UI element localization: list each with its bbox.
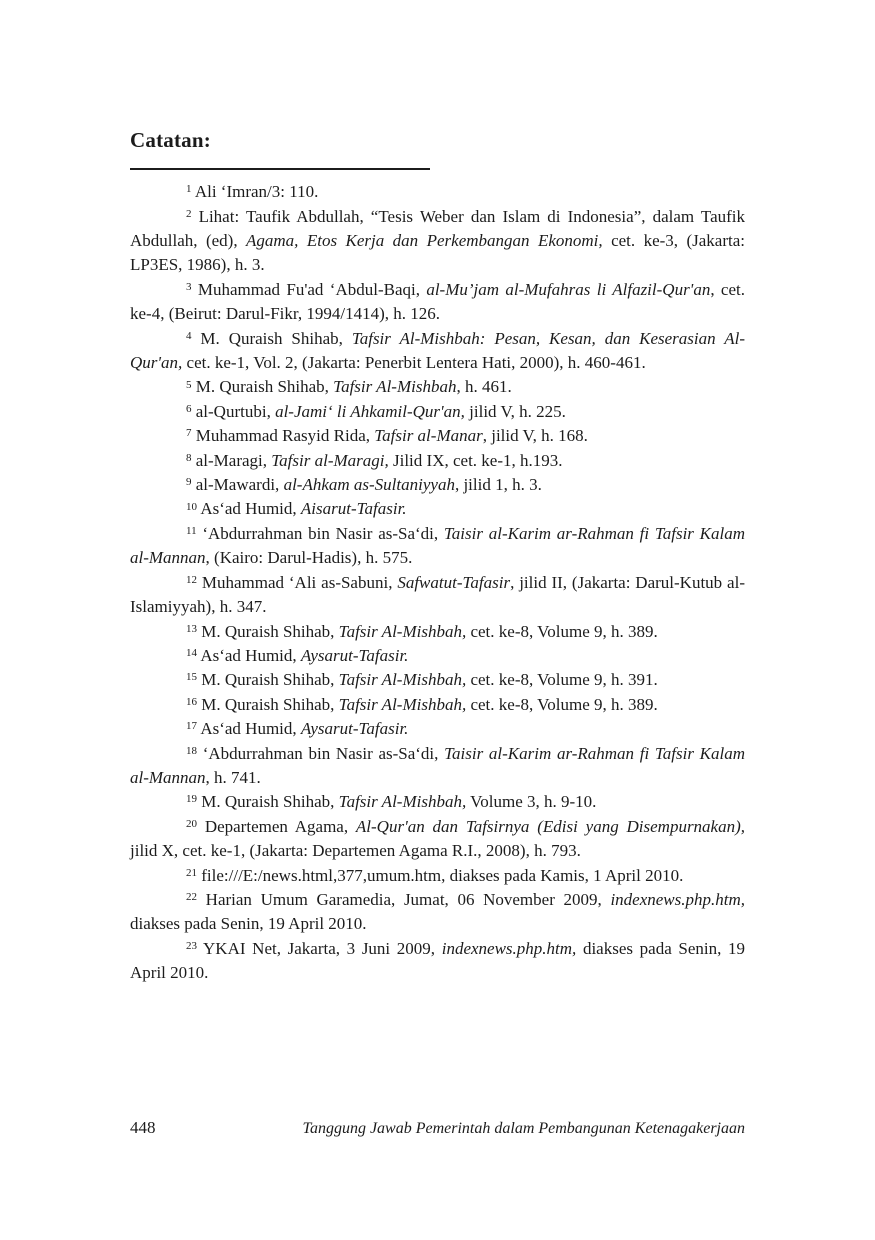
page-number: 448 — [130, 1118, 156, 1137]
footnote-text: As‘ad Humid, — [200, 499, 301, 519]
footnote-text: M. Quraish Shihab, — [201, 792, 339, 812]
footnote-text: Muhammad Rasyid Rida, — [195, 426, 375, 446]
footnote-3 — [130, 278, 745, 327]
footnote-number: 17 — [186, 720, 197, 733]
footnote-text: , cet. ke-4, (Beirut: Darul-Fikr, 1994/1414), h. 126. — [130, 279, 745, 324]
footnote-text-italic: Safwatut-Tafasir — [397, 572, 511, 592]
footnote-number: 23 — [186, 939, 197, 952]
footnote-text: ‘Abdurrahman bin Nasir as-Sa‘di, — [202, 523, 444, 543]
footnote-text-italic: al-Ahkam as-Sultaniyyah — [283, 475, 455, 495]
footnote-number: 9 — [186, 476, 192, 489]
footnote-number: 5 — [186, 378, 192, 391]
footnote-number: 19 — [186, 793, 197, 806]
footnote-9 — [130, 473, 745, 497]
footnote-number: 10 — [186, 500, 197, 513]
footnote-text: cet. ke-3, (Jakarta: LP3ES, 1986), h. 3. — [130, 231, 746, 275]
footnote-number: 11 — [186, 524, 197, 537]
footnote-19 — [130, 790, 745, 814]
footnote-21 — [130, 864, 745, 888]
footnote-text: jilid V, h. 225. — [464, 401, 566, 421]
page-title: Catatan: — [130, 128, 211, 152]
footnote-number: 4 — [186, 329, 192, 342]
footnote-7 — [130, 424, 745, 448]
footnote-text: , jilid 1, h. 3. — [454, 475, 542, 495]
footnote-18 — [130, 742, 745, 791]
footnote-text: Volume 3, h. 9-10. — [466, 792, 597, 812]
footnote-12 — [130, 571, 745, 620]
footnote-4 — [130, 327, 745, 376]
footnote-text: Lihat: Taufik Abdullah, “Tesis Weber dan Islam di Indonesia”, dalam Taufik Abdullah, (ed), — [130, 206, 745, 250]
footnote-number: 18 — [186, 744, 197, 757]
footnote-number: 16 — [186, 695, 197, 708]
footnote-number: 1 — [186, 183, 192, 196]
footnote-text: M. Quraish Shihab, — [201, 621, 339, 641]
footnote-11 — [130, 522, 745, 571]
footnote-text-italic: Taisir al-Karim ar-Rahman fi Tafsir Kalam al-Mannan — [130, 743, 746, 787]
footnote-text: YKAI Net, Jakarta, 3 Juni 2009, — [203, 938, 442, 958]
footnote-text: file:///E:/news.html,377,umum.htm, diakses pada Kamis, 1 April 2010. — [201, 865, 684, 885]
footnote-number: 14 — [186, 646, 197, 659]
footnote-16 — [130, 693, 745, 717]
footnote-text: Muhammad ‘Ali as-Sabuni, — [201, 572, 398, 592]
footnote-text: As‘ad Humid, — [200, 645, 301, 665]
footnote-text: jilid X, cet. ke-1, (Jakarta: Departemen Agama R.I., 2008), h. 793. — [130, 841, 581, 861]
footnote-text-italic: Aysarut-Tafasir. — [300, 719, 409, 739]
footnote-text: M. Quraish Shihab, — [195, 377, 334, 397]
footnote-number: 20 — [186, 817, 197, 830]
footnote-text-italic: al-Jami‘ li Ahkamil-Qur'an, — [275, 401, 465, 421]
footnote-text-italic: Tafsir Al-Mishbah — [333, 377, 457, 397]
footnote-text: al-Qurtubi, — [195, 401, 276, 421]
footnote-text: cet. ke-8, Volume 9, h. 391. — [466, 670, 658, 690]
footnote-number: 13 — [186, 622, 197, 635]
footnote-text: , jilid V, h. 168. — [482, 426, 588, 446]
footnote-number: 2 — [186, 207, 192, 220]
footnote-text: al-Maragi, — [195, 450, 272, 470]
footnote-text-italic: Tafsir Al-Mishbah: Pesan, Kesan, dan Keserasian Al-Qur'an, — [130, 328, 746, 373]
footnote-text-italic: Agama, Etos Kerja dan Perkembangan Ekonomi, — [246, 231, 603, 250]
page-footer — [130, 1118, 745, 1138]
footnote-text-italic: Tafsir Al-Mishbah, — [338, 694, 467, 714]
footnote-text-italic: Tafsir al-Maragi, — [271, 450, 389, 470]
footnote-2 — [130, 205, 745, 278]
footnote-text: Harian Umum Garamedia, Jumat, 06 November 2009, — [205, 889, 611, 909]
footnote-text: cet. ke-1, Vol. 2, (Jakarta: Penerbit Lentera Hati, 2000), h. 460-461. — [182, 353, 646, 373]
footnote-text: , jilid II, (Jakarta: Darul-Kutub al-Islamiyyah), h. 347. — [130, 572, 745, 617]
footnote-number: 15 — [186, 671, 197, 684]
footnote-text-italic: Tafsir Al-Mishbah, — [338, 621, 467, 641]
footnote-number: 6 — [186, 402, 192, 415]
footnote-number: 12 — [186, 573, 197, 586]
footnote-text-italic: Aisarut-Tafasir. — [300, 499, 407, 519]
footnote-5 — [130, 375, 745, 399]
footnote-text: cet. ke-8, Volume 9, h. 389. — [466, 621, 658, 641]
footnote-23 — [130, 937, 745, 986]
footnote-text: cet. ke-8, Volume 9, h. 389. — [466, 694, 658, 714]
footnote-text-italic: Taisir al-Karim ar-Rahman fi Tafsir Kalam al-Mannan — [130, 523, 745, 568]
footnote-number: 3 — [186, 280, 192, 293]
title-rule — [130, 168, 430, 170]
footnote-number: 7 — [186, 427, 192, 440]
footnote-number: 21 — [186, 866, 197, 879]
footnote-text: M. Quraish Shihab, — [200, 328, 352, 348]
footnote-17 — [130, 717, 745, 741]
footnote-number: 8 — [186, 451, 192, 464]
footnote-text: Muhammad Fu'ad ‘Abdul-Baqi, — [197, 279, 427, 299]
footnote-22 — [130, 888, 745, 937]
footnote-text: ‘Abdurrahman bin Nasir as-Sa‘di, — [202, 743, 445, 763]
footnote-6 — [130, 400, 745, 424]
footnote-text-italic: Aysarut-Tafasir. — [300, 645, 409, 665]
footnote-text: diakses pada Senin, 19 April 2010. — [130, 914, 367, 934]
footnote-text: , h. 741. — [205, 767, 261, 787]
footnote-1 — [130, 180, 745, 204]
footnote-text-italic: Tafsir al-Manar — [374, 426, 483, 446]
footnote-number: 22 — [186, 891, 197, 904]
footnotes-list — [130, 180, 745, 985]
footnote-text: diakses pada Senin, 19 April 2010. — [130, 938, 746, 983]
footnote-20 — [130, 815, 745, 864]
footnote-text: Ali ‘Imran/3: 110. — [194, 182, 319, 202]
footnote-10 — [130, 497, 745, 521]
footnote-text: , (Kairo: Darul-Hadis), h. 575. — [205, 548, 413, 568]
footnote-text-italic: Al-Qur'an dan Tafsirnya (Edisi yang Disempurnakan), — [355, 816, 746, 836]
footnote-text-italic: al-Mu’jam al-Mufahras li Alfazil-Qur'an — [426, 279, 711, 299]
footnote-14 — [130, 644, 745, 668]
footnote-text: M. Quraish Shihab, — [201, 670, 339, 690]
footnote-8 — [130, 449, 745, 473]
footnote-text: As‘ad Humid, — [200, 719, 301, 739]
footnote-15 — [130, 668, 745, 692]
footnote-text: Jilid IX, cet. ke-1, h.193. — [388, 450, 563, 470]
footnote-text-italic: indexnews.php.htm, — [441, 938, 577, 958]
footnote-text: al-Mawardi, — [195, 475, 284, 495]
footnote-text: , h. 461. — [456, 377, 512, 397]
footnote-text-italic: Tafsir Al-Mishbah, — [338, 670, 467, 690]
footnote-text-italic: indexnews.php.htm, — [610, 889, 746, 909]
running-title: Tanggung Jawab Pemerintah dalam Pembangunan Ketenagakerjaan — [302, 1120, 745, 1137]
footnote-13 — [130, 620, 745, 644]
footnote-text: M. Quraish Shihab, — [201, 694, 339, 714]
footnote-text-italic: Tafsir Al-Mishbah, — [338, 792, 467, 812]
footnote-text: Departemen Agama, — [204, 816, 356, 836]
